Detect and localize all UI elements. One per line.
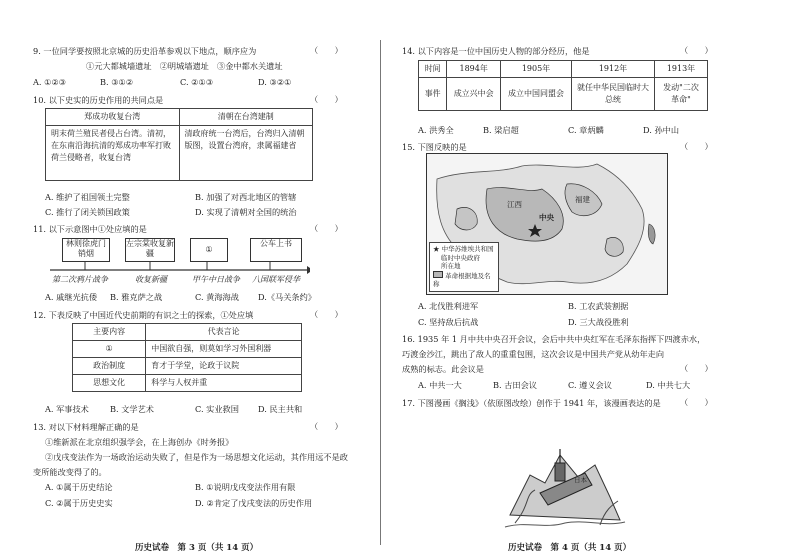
q12-header-2: 代表言论 xyxy=(146,324,302,341)
q10-option-a: A. 维护了祖国领土完整 xyxy=(45,192,130,202)
q11-label-4: 八国联军侵华 xyxy=(252,275,300,284)
q16-option-b: B. 古田会议 xyxy=(493,380,537,390)
q13-option-a: A. ①属于历史结论 xyxy=(45,482,113,492)
q11-label-3: 甲午中日战争 xyxy=(192,275,240,284)
q14-r1c5: 1913年 xyxy=(655,61,708,78)
q9-option-a: A. ①②③ xyxy=(33,77,67,87)
q15-map-label-3: 中央 xyxy=(539,213,554,222)
q12-paren: （ ） xyxy=(310,309,343,319)
q11-label-1: 第二次鸦片战争 xyxy=(52,275,108,284)
q14-option-d: D. 孙中山 xyxy=(643,125,680,135)
q14-stem: 14. 以下内容是一位中国历史人物的部分经历，他是 xyxy=(402,46,590,56)
q15-stem: 15. 下图反映的是 xyxy=(402,142,467,152)
q12-row2-col2: 育才于学堂，论政于议院 xyxy=(146,358,302,375)
q14-r2c5: 发动"二次革命" xyxy=(655,78,708,111)
q15-map-label-1: 江西 xyxy=(507,200,522,209)
q15-map-legend xyxy=(429,242,499,292)
q16-line-3: 成熟的标志。此会议是 xyxy=(402,364,484,374)
q15-legend-line-4 xyxy=(433,271,495,289)
q10-stem: 10. 以下史实的历史作用的共同点是 xyxy=(33,95,164,105)
q14-paren: （ ） xyxy=(680,45,713,55)
q14-option-b: B. 梁启超 xyxy=(483,125,519,135)
q13-option-d: D. ②肯定了戊戌变法的历史作用 xyxy=(195,498,313,508)
q15-option-a: A. 北伐胜利进军 xyxy=(418,301,479,311)
q9-option-c: C. ②①③ xyxy=(180,77,214,87)
q15-map-label-2: 福建 xyxy=(575,195,590,204)
q15-legend-text-1: 中华苏维埃共和国 xyxy=(441,245,494,253)
q14-r2c4: 就任中华民国临时大总统 xyxy=(572,78,655,111)
q12-row3-col1: 思想文化 xyxy=(73,375,146,392)
q16-line-2: 巧渡金沙江，跳出了敌人的重重包围，这次会议是中国共产党从幼年走向 xyxy=(402,349,665,359)
q15-option-c: C. 坚持敌后抗战 xyxy=(418,317,479,327)
q11-event-3: ① xyxy=(190,238,228,262)
q15-option-b: B. 工农武装割据 xyxy=(568,301,629,311)
q14-r2c3: 成立中国同盟会 xyxy=(501,78,572,111)
q11-paren: （ ） xyxy=(310,223,343,233)
q14-option-c: C. 章炳麟 xyxy=(568,125,604,135)
q12-table xyxy=(72,323,302,392)
q12-row2-col1: 政治制度 xyxy=(73,358,146,375)
q15-legend-text-4: 革命根据地及名称 xyxy=(433,271,491,288)
q16-option-a: A. 中共一大 xyxy=(418,380,462,390)
q14-r1c1: 时间 xyxy=(419,61,447,78)
q17-cartoon xyxy=(500,435,628,533)
q15-legend-line-2: 临时中央政府 xyxy=(441,253,480,262)
q11-option-b: B. 雅克萨之战 xyxy=(110,292,163,302)
q12-option-c: C. 实业救国 xyxy=(195,404,239,414)
q15-paren: （ ） xyxy=(680,141,713,151)
left-page xyxy=(0,0,378,560)
q15-option-d: D. 三大战役胜利 xyxy=(568,317,629,327)
q10-cell-1: 明末荷兰殖民者侵占台湾。清初，在东南沿海抗清的郑成功率军打败荷兰侵略者，收复台湾 xyxy=(46,126,180,181)
q11-event-2: 左宗棠收复新疆 xyxy=(125,238,175,262)
q17-stem: 17. 下图漫画《搁浅》（依原图改绘）创作于 1941 年，该漫画表达的是 xyxy=(402,398,661,408)
q10-table xyxy=(45,108,313,181)
q16-option-d: D. 中共七大 xyxy=(646,380,691,390)
q13-option-b: B. ①说明戊戌变法作用有限 xyxy=(195,482,296,492)
q14-r1c3: 1905年 xyxy=(501,61,572,78)
q12-option-d: D. 民主共和 xyxy=(258,404,303,414)
q10-header-1: 郑成功收复台湾 xyxy=(46,109,180,126)
q11-option-d: D.《马关条约》 xyxy=(258,292,316,302)
q10-option-c: C. 推行了闭关锁国政策 xyxy=(45,207,130,217)
q16-paren: （ ） xyxy=(680,363,713,373)
q10-option-d: D. 实现了清朝对全国的统治 xyxy=(195,207,297,217)
q16-option-c: C. 遵义会议 xyxy=(568,380,612,390)
q12-header-1: 主要内容 xyxy=(73,324,146,341)
q9-paren: （ ） xyxy=(310,45,343,55)
right-page xyxy=(388,0,794,560)
page-divider xyxy=(380,40,381,545)
q15-map xyxy=(426,153,668,295)
q11-option-a: A. 戚继光抗倭 xyxy=(45,292,98,302)
q14-option-a: A. 洪秀全 xyxy=(418,125,454,135)
q13-stem: 13. 对以下材料理解正确的是 xyxy=(33,422,139,432)
q14-table xyxy=(418,60,708,111)
q14-r1c4: 1912年 xyxy=(572,61,655,78)
q12-option-a: A. 军事技术 xyxy=(45,404,89,414)
q11-stem: 11. 以下示意图中①处应填的是 xyxy=(33,224,147,234)
q15-legend-line-3: 所在地 xyxy=(441,262,461,270)
q17-cartoon-text: 日本 xyxy=(574,476,587,484)
q9-option-b: B. ③①② xyxy=(100,77,134,87)
q11-event-1: 林则徐虎门销烟 xyxy=(62,238,110,262)
q9-stem: 9. 一位同学要按照北京城的历史沿革参观以下地点，顺序应为 xyxy=(33,46,257,56)
q9-option-d: D. ③②① xyxy=(258,77,292,87)
q11-event-4: 公车上书 xyxy=(250,238,302,262)
q10-paren: （ ） xyxy=(310,94,343,104)
left-footer: 历史试卷 第 3 页（共 14 页） xyxy=(135,543,259,553)
q13-paren: （ ） xyxy=(310,421,343,431)
q12-stem: 12. 下表反映了中国近代史前期的有识之士的探索，①处应填 xyxy=(33,310,254,320)
right-footer: 历史试卷 第 4 页（共 14 页） xyxy=(508,543,632,553)
q9-items: ①元大都城墙遗址 ②明城墙遗址 ③金中都水关遗址 xyxy=(86,61,283,71)
q14-r2c1: 事件 xyxy=(419,78,447,111)
q12-row3-col2: 科学与人权并重 xyxy=(146,375,302,392)
q10-option-b: B. 加强了对西北地区的管辖 xyxy=(195,192,297,202)
q13-line-3: 变所能改变得了的。 xyxy=(33,467,107,477)
q15-legend-line-1 xyxy=(433,245,495,254)
base-area-swatch-icon xyxy=(433,271,443,278)
q12-row1-col1: ① xyxy=(73,341,146,358)
q12-option-b: B. 文学艺术 xyxy=(110,404,154,414)
q13-line-1: ①维新派在北京组织强学会，在上海创办《时务报》 xyxy=(45,437,234,447)
q14-r2c2: 成立兴中会 xyxy=(447,78,501,111)
q14-r1c2: 1894年 xyxy=(447,61,501,78)
q13-option-c: C. ②属于历史史实 xyxy=(45,498,113,508)
q17-paren: （ ） xyxy=(680,397,713,407)
q10-header-2: 清朝在台湾建制 xyxy=(179,109,313,126)
q12-row1-col2: 中国欲自强，则莫如学习外国利器 xyxy=(146,341,302,358)
q11-label-2: 收复新疆 xyxy=(135,275,167,284)
q16-line-1: 16. 1935 年 1 月中共中央召开会议，会后中共中央红军在毛泽东指挥下四渡赤水， xyxy=(402,334,706,344)
q13-line-2: ②戊戌变法作为一场政治运动失败了，但是作为一场思想文化运动，其作用远不是政 xyxy=(45,452,348,462)
q10-cell-2: 清政府统一台湾后，台湾归入清朝版图，设置台湾府，隶属福建省 xyxy=(179,126,313,181)
star-icon: ★ xyxy=(433,245,440,253)
q17-cartoon-drawing xyxy=(500,435,628,533)
q11-option-c: C. 黄海海战 xyxy=(195,292,239,302)
